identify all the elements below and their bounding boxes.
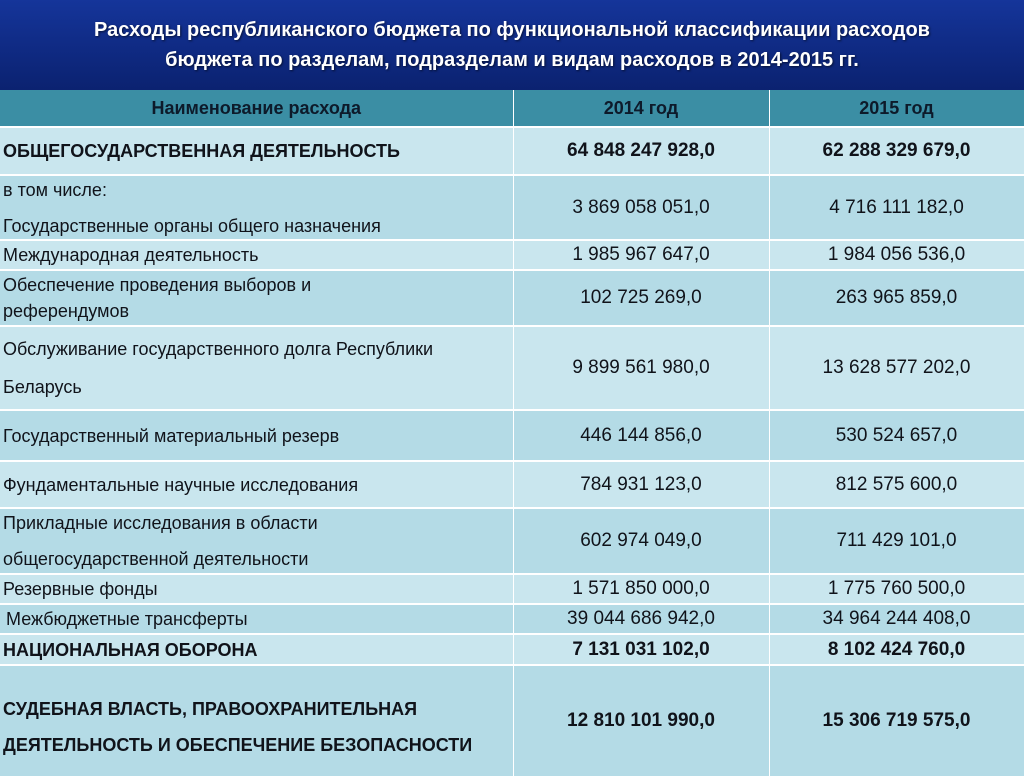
row-name: Международная деятельность [0, 240, 513, 270]
table-row [0, 326, 1024, 410]
row-name-line-2: ДЕЯТЕЛЬНОСТЬ И ОБЕСПЕЧЕНИЕ БЕЗОПАСНОСТИ [3, 735, 473, 755]
row-value-2015: 530 524 657,0 [769, 410, 1024, 461]
table-row [0, 665, 1024, 777]
table-row [0, 410, 1024, 461]
table-row [0, 461, 1024, 508]
row-name-line-1: СУДЕБНАЯ ВЛАСТЬ, ПРАВООХРАНИТЕЛЬНАЯ [3, 699, 418, 719]
row-value-2015: 812 575 600,0 [769, 461, 1024, 508]
row-value-2014: 102 725 269,0 [513, 270, 769, 326]
table-row [0, 508, 1024, 574]
row-name-line-2: общегосударственной деятельности [3, 549, 309, 569]
table-row [0, 127, 1024, 175]
row-name-line-1: Прикладные исследования в области [3, 513, 318, 533]
row-value-2015: 8 102 424 760,0 [769, 634, 1024, 665]
table-row [0, 604, 1024, 634]
row-name: Государственный материальный резерв [0, 410, 513, 461]
row-value-2015: 13 628 577 202,0 [769, 326, 1024, 410]
row-value-2015: 1 775 760 500,0 [769, 574, 1024, 604]
row-name-line-1: Обеспечение проведения выборов и [3, 275, 312, 295]
row-name [0, 665, 513, 777]
table-row [0, 175, 1024, 240]
row-value-2014: 64 848 247 928,0 [513, 127, 769, 175]
row-value-2014: 602 974 049,0 [513, 508, 769, 574]
row-value-2015: 711 429 101,0 [769, 508, 1024, 574]
row-name [0, 175, 513, 240]
table-row [0, 634, 1024, 665]
table-row [0, 574, 1024, 604]
row-value-2014: 446 144 856,0 [513, 410, 769, 461]
row-name: Фундаментальные научные исследования [0, 461, 513, 508]
row-name [0, 326, 513, 410]
row-name: Резервные фонды [0, 574, 513, 604]
row-name-line-1: Обслуживание государственного долга Республики [3, 339, 434, 359]
row-value-2014: 39 044 686 942,0 [513, 604, 769, 634]
row-value-2014: 3 869 058 051,0 [513, 175, 769, 240]
row-name [0, 508, 513, 574]
row-value-2015: 4 716 111 182,0 [769, 175, 1024, 240]
table-row [0, 240, 1024, 270]
row-value-2015: 263 965 859,0 [769, 270, 1024, 326]
row-value-2014: 1 985 967 647,0 [513, 240, 769, 270]
table-row [0, 270, 1024, 326]
row-name [0, 270, 513, 326]
title-line-1: Расходы республиканского бюджета по функциональной классификации расходов [94, 19, 930, 41]
row-name: ОБЩЕГОСУДАРСТВЕННАЯ ДЕЯТЕЛЬНОСТЬ [0, 127, 513, 175]
row-value-2014: 12 810 101 990,0 [513, 665, 769, 777]
row-value-2014: 7 131 031 102,0 [513, 634, 769, 665]
header-2015: 2015 год [769, 90, 1024, 127]
row-value-2015: 1 984 056 536,0 [769, 240, 1024, 270]
header-2014: 2014 год [513, 90, 769, 127]
row-name: НАЦИОНАЛЬНАЯ ОБОРОНА [0, 634, 513, 665]
title-line-2: бюджета по разделам, подразделам и видам расходов в 2014-2015 гг. [165, 49, 859, 71]
row-value-2014: 784 931 123,0 [513, 461, 769, 508]
header-name: Наименование расхода [0, 90, 513, 127]
row-value-2015: 15 306 719 575,0 [769, 665, 1024, 777]
row-name-line-2: Государственные органы общего назначения [3, 215, 381, 236]
row-name-line-2: Беларусь [3, 377, 82, 397]
row-name: Межбюджетные трансферты [0, 604, 513, 634]
budget-table [0, 90, 1024, 778]
row-value-2015: 62 288 329 679,0 [769, 127, 1024, 175]
row-value-2014: 9 899 561 980,0 [513, 326, 769, 410]
row-name-line-1: в том числе: [3, 179, 107, 200]
row-value-2015: 34 964 244 408,0 [769, 604, 1024, 634]
table-header-row [0, 90, 1024, 127]
row-name-line-2: референдумов [3, 301, 130, 321]
row-value-2014: 1 571 850 000,0 [513, 574, 769, 604]
title-banner [0, 0, 1024, 90]
